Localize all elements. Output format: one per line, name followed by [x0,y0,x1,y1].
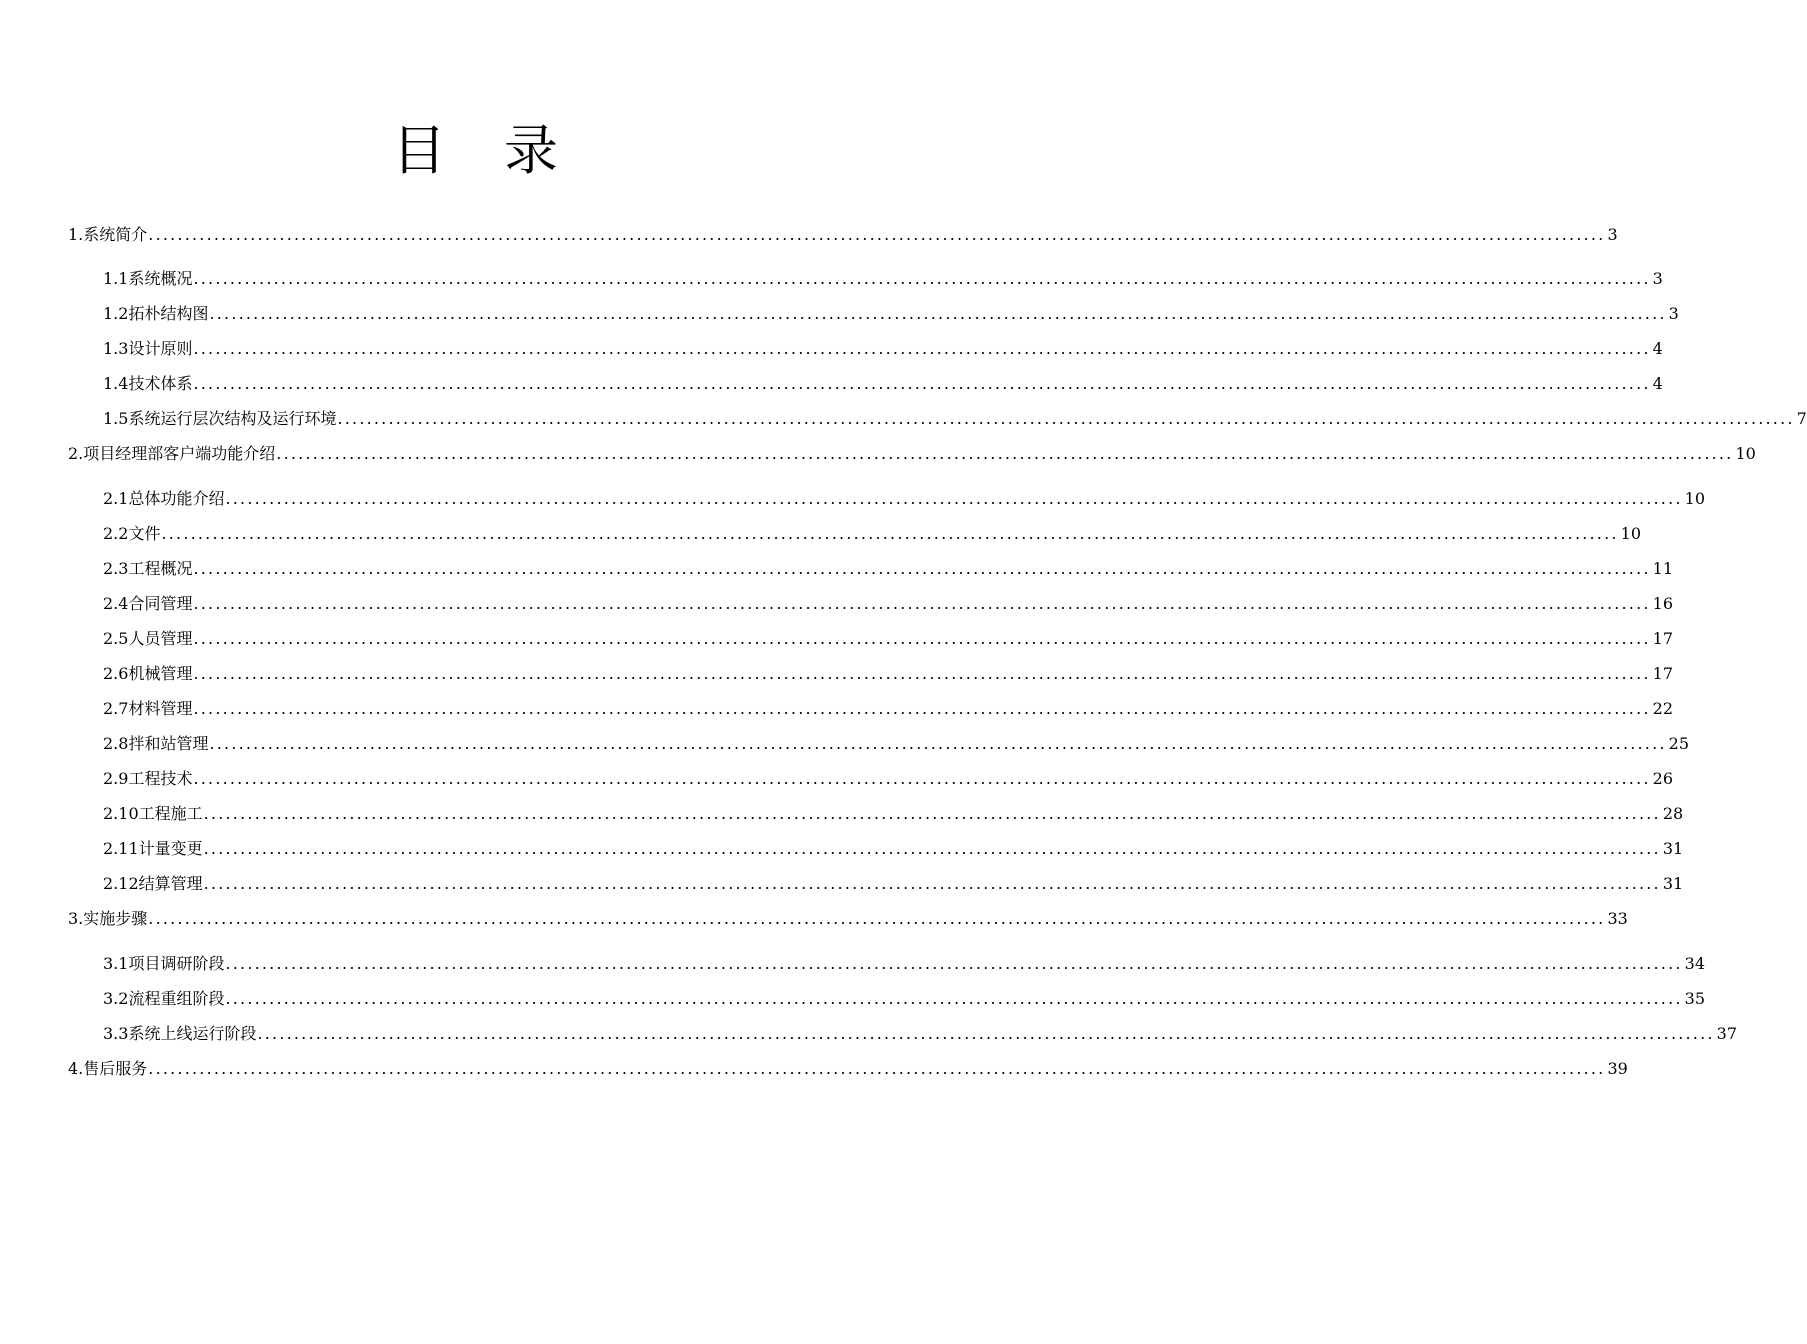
toc-entry[interactable] [103,407,1807,431]
toc-entry[interactable] [103,952,1706,976]
toc-entry-number: 3.1 [103,954,129,973]
toc-title [0,118,950,184]
toc-entry-label: 工程概况 [128,559,193,578]
toc-entry-page-number: 10 [1620,524,1642,543]
toc-leader-dots: ........................................................................................................................................................................................................ [193,629,1651,648]
toc-entry-page-number: 11 [1652,559,1674,578]
toc-entry-number: 1. [68,225,84,244]
toc-entry-number: 2.10 [103,804,139,823]
toc-entry-page-number: 17 [1652,664,1674,683]
toc-entry-number: 2.9 [103,769,129,788]
toc-entry-number: 3. [68,909,84,928]
toc-entry[interactable] [103,592,1674,616]
toc-leader-dots: ........................................................................................................................................................................................................ [193,339,1651,358]
toc-entry-label: 拌和站管理 [128,734,209,753]
toc-entry[interactable] [103,662,1674,686]
toc-entry-label: 工程施工 [138,804,203,823]
toc-entry-page-number: 26 [1652,769,1674,788]
toc-entry-number: 3.2 [103,989,129,1008]
toc-entry-page-number: 4 [1652,374,1663,393]
toc-entry[interactable] [103,732,1690,756]
toc-entry[interactable] [103,802,1684,826]
toc-entry[interactable] [103,557,1674,581]
toc-entry-page-number: 34 [1684,954,1706,973]
toc-leader-dots: ........................................................................................................................................................................................................ [193,664,1651,683]
toc-entry-label: 系统运行层次结构及运行环境 [128,409,337,428]
toc-entry[interactable] [68,1057,1628,1081]
toc-leader-dots: ........................................................................................................................................................................................................ [209,304,1667,323]
toc-entry-page-number: 22 [1652,699,1674,718]
toc-entry-number: 2.3 [103,559,129,578]
toc-leader-dots: ........................................................................................................................................................................................................ [203,804,1661,823]
toc-entry[interactable] [103,837,1684,861]
toc-entry[interactable] [68,442,1756,466]
toc-entry-page-number: 25 [1668,734,1690,753]
toc-leader-dots: ........................................................................................................................................................................................................ [193,559,1651,578]
toc-leader-dots: ........................................................................................................................................................................................................ [225,954,1683,973]
toc-entry-page-number: 28 [1662,804,1684,823]
toc-entry-label: 拓朴结构图 [128,304,209,323]
toc-entry-label: 实施步骤 [83,909,148,928]
toc-entry-page-number: 7 [1796,409,1807,428]
toc-entry[interactable] [103,487,1706,511]
toc-entry-number: 2.7 [103,699,129,718]
toc-entry-page-number: 17 [1652,629,1674,648]
toc-entry-page-number: 37 [1716,1024,1738,1043]
toc-entry[interactable] [103,987,1706,1011]
toc-entry-number: 4. [68,1059,84,1078]
toc-entry-number: 2.2 [103,524,129,543]
toc-entry-number: 2.12 [103,874,139,893]
toc-entry-page-number: 10 [1684,489,1706,508]
toc-leader-dots: ........................................................................................................................................................................................................ [193,594,1651,613]
toc-leader-dots: ........................................................................................................................................................................................................ [337,409,1795,428]
toc-leader-dots: ........................................................................................................................................................................................................ [193,699,1651,718]
toc-entry-label: 技术体系 [128,374,193,393]
toc-entry-label: 系统概况 [128,269,193,288]
toc-leader-dots: ........................................................................................................................................................................................................ [203,839,1661,858]
toc-entry-label: 工程技术 [128,769,193,788]
toc-leader-dots: ........................................................................................................................................................................................................ [257,1024,1715,1043]
toc-entry[interactable] [103,267,1663,291]
toc-entry-page-number: 33 [1607,909,1628,928]
toc-entry-label: 系统简介 [83,225,148,244]
toc-entry-page-number: 10 [1735,444,1756,463]
toc-entry[interactable] [103,302,1679,326]
toc-entry-label: 总体功能介绍 [128,489,225,508]
toc-entry[interactable] [68,223,1618,247]
toc-entry-page-number: 3 [1652,269,1663,288]
toc-entry-number: 2. [68,444,84,463]
toc-leader-dots: ........................................................................................................................................................................................................ [148,909,1606,928]
toc-title-char-1: 目 [392,119,446,182]
toc-entry[interactable] [68,907,1628,931]
toc-entry-number: 2.1 [103,489,129,508]
toc-entry[interactable] [103,767,1674,791]
toc-entry-number: 2.6 [103,664,129,683]
toc-entry-page-number: 3 [1607,225,1618,244]
toc-entry-label: 系统上线运行阶段 [128,1024,257,1043]
toc-entry-label: 项目调研阶段 [128,954,225,973]
toc-entry-page-number: 31 [1662,874,1684,893]
toc-entry[interactable] [103,872,1684,896]
toc-entry-page-number: 35 [1684,989,1706,1008]
toc-entry-label: 流程重组阶段 [128,989,225,1008]
toc-entry[interactable] [103,372,1663,396]
toc-entry[interactable] [103,337,1663,361]
toc-leader-dots: ........................................................................................................................................................................................................ [209,734,1667,753]
toc-entry-number: 1.4 [103,374,129,393]
toc-leader-dots: ........................................................................................................................................................................................................ [148,1059,1606,1078]
toc-entry-label: 人员管理 [128,629,193,648]
toc-entry-number: 2.4 [103,594,129,613]
toc-entry-number: 1.3 [103,339,129,358]
toc-entry-label: 机械管理 [128,664,193,683]
toc-entry[interactable] [103,697,1674,721]
toc-entry-page-number: 16 [1652,594,1674,613]
toc-entry-page-number: 39 [1607,1059,1628,1078]
toc-entry[interactable] [103,522,1642,546]
toc-entry-page-number: 31 [1662,839,1684,858]
toc-entry-number: 3.3 [103,1024,129,1043]
toc-entry[interactable] [103,1022,1738,1046]
toc-leader-dots: ........................................................................................................................................................................................................ [193,769,1651,788]
toc-entry-label: 结算管理 [138,874,203,893]
toc-entry-label: 文件 [128,524,161,543]
toc-entry-label: 合同管理 [128,594,193,613]
toc-entry-label: 售后服务 [83,1059,148,1078]
toc-leader-dots: ........................................................................................................................................................................................................ [193,269,1651,288]
toc-entry-number: 2.5 [103,629,129,648]
toc-leader-dots: ........................................................................................................................................................................................................ [225,989,1683,1008]
toc-entry-label: 项目经理部客户端功能介绍 [83,444,276,463]
toc-entry-label: 材料管理 [128,699,193,718]
toc-entry[interactable] [103,627,1674,651]
toc-leader-dots: ........................................................................................................................................................................................................ [203,874,1661,893]
toc-leader-dots: ........................................................................................................................................................................................................ [193,374,1651,393]
toc-leader-dots: ........................................................................................................................................................................................................ [148,225,1606,244]
toc-leader-dots: ........................................................................................................................................................................................................ [276,444,1734,463]
toc-entry-number: 1.1 [103,269,129,288]
toc-entry-label: 计量变更 [138,839,203,858]
toc-entry-number: 1.5 [103,409,129,428]
toc-entry-page-number: 4 [1652,339,1663,358]
toc-entry-page-number: 3 [1668,304,1679,323]
toc-entry-number: 1.2 [103,304,129,323]
toc-title-char-2: 录 [504,119,558,182]
toc-entry-label: 设计原则 [128,339,193,358]
toc-leader-dots: ........................................................................................................................................................................................................ [161,524,1619,543]
toc-entry-number: 2.8 [103,734,129,753]
toc-leader-dots: ........................................................................................................................................................................................................ [225,489,1683,508]
toc-entry-number: 2.11 [103,839,139,858]
